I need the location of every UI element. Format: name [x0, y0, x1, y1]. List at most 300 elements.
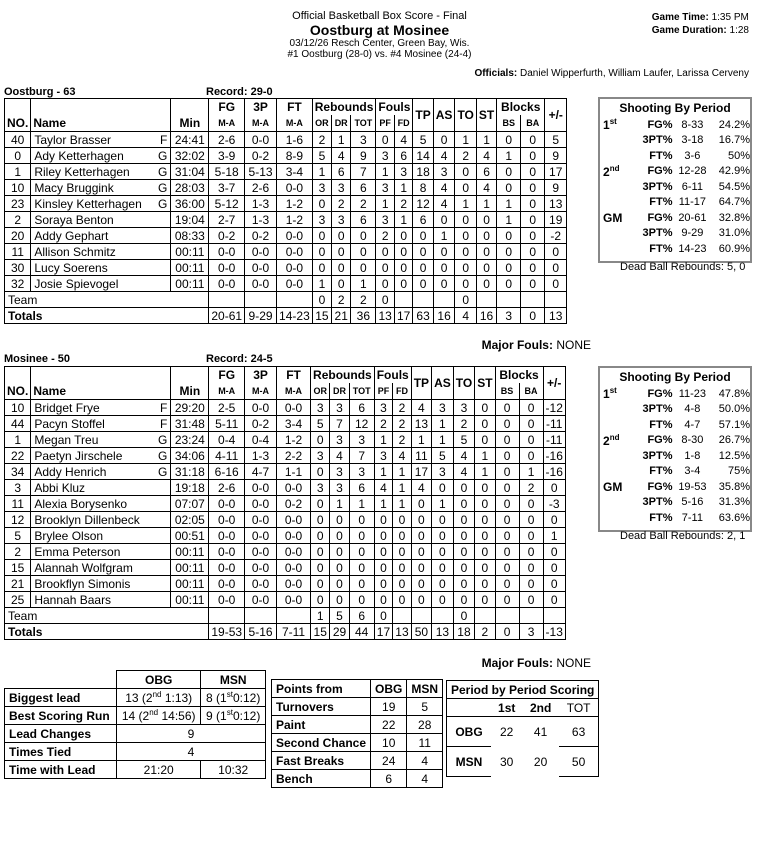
stat-cell: 0 [453, 576, 474, 592]
stat-cell: 0 [432, 528, 454, 544]
stat-cell: 2 [312, 132, 331, 148]
stat-cell: 0-0 [277, 228, 313, 244]
stat-cell: 1 [475, 464, 495, 480]
home-dead-ball-rebounds: Dead Ball Rebounds: 5, 0 [620, 261, 746, 273]
stat-cell: 31:04 [171, 164, 209, 180]
shooting-stat: 3PT% [642, 496, 673, 509]
period-cell: 50 [559, 747, 599, 777]
stat-cell: 19 [545, 212, 567, 228]
stat-cell: 0 [519, 592, 543, 608]
points-value: 4 [407, 752, 443, 770]
stat-cell: 0 [475, 576, 495, 592]
stat-cell: 29:20 [171, 400, 209, 416]
away-dead-ball-rebounds: Dead Ball Rebounds: 2, 1 [620, 530, 746, 542]
stat-cell: 0 [497, 260, 521, 276]
team-stat-cell: 0 [374, 608, 393, 624]
team-stat-cell: 0 [455, 292, 476, 308]
totals-cell: 3 [497, 308, 521, 324]
stat-cell: 0 [432, 480, 454, 496]
stat-cell: 2 [455, 148, 476, 164]
stat-cell: 3 [376, 148, 395, 164]
team-stat-cell: 5 [330, 608, 349, 624]
player-row [5, 528, 566, 544]
stat-cell: 0 [475, 512, 495, 528]
shooting-percentage: 50% [727, 149, 750, 162]
stat-cell: 3 [312, 212, 331, 228]
shooting-stat: 3PT% [642, 134, 673, 147]
stat-cell: 0 [519, 544, 543, 560]
stat-cell: 3 [351, 132, 376, 148]
stat-cell: 18 [413, 164, 433, 180]
column-header: M-A [277, 383, 311, 400]
period-cell: 20 [533, 754, 548, 769]
stat-cell: 0-0 [277, 576, 311, 592]
column-header [5, 367, 31, 384]
stat-cell: 3 [332, 212, 351, 228]
shooting-percentage: 35.8% [718, 480, 750, 493]
stat-cell: 0 [393, 560, 412, 576]
stat-cell: 13 [545, 196, 567, 212]
stat-cell: 0 [432, 512, 454, 528]
stat-cell: 3-4 [277, 416, 311, 432]
stat-cell: 0 [394, 244, 413, 260]
jersey-number: 22 [5, 448, 31, 464]
officials [474, 68, 749, 79]
totals-cell: -13 [543, 624, 565, 640]
totals-cell: 21 [332, 308, 351, 324]
stat-cell: 3 [376, 212, 395, 228]
totals-cell: 5-16 [245, 624, 277, 640]
stat-cell: 8-9 [277, 148, 313, 164]
stat-cell: 14 [413, 148, 433, 164]
player-name-text: Ady Ketterhagen [34, 148, 124, 163]
stat-cell: 0 [519, 576, 543, 592]
stat-cell: 0 [413, 228, 433, 244]
team-stat-cell [495, 608, 519, 624]
stat-cell: 0 [476, 276, 496, 292]
stat-cell: 2-6 [209, 132, 245, 148]
stat-cell: 19:18 [171, 480, 209, 496]
stat-cell: -11 [543, 432, 565, 448]
stat-cell: 0 [411, 528, 431, 544]
stat-cell: -12 [543, 400, 565, 416]
home-box-score-table [4, 98, 567, 324]
stat-cell: 5-18 [209, 164, 245, 180]
jersey-number: 20 [5, 228, 31, 244]
player-name-text: Macy Bruggink [34, 180, 114, 195]
home-major-fouls [482, 338, 591, 352]
stat-cell: 0 [330, 576, 349, 592]
team-stat-cell [543, 608, 565, 624]
stat-cell: 2 [351, 196, 376, 212]
stat-cell: 0-0 [209, 544, 245, 560]
shooting-percentage: 47.8% [718, 387, 750, 400]
player-name-text: Alexia Borysenko [34, 496, 128, 511]
team-stat-cell [394, 292, 413, 308]
shooting-percentage: 31.0% [718, 227, 750, 240]
shooting-row [600, 210, 750, 226]
stat-cell: 1 [374, 432, 393, 448]
stat-cell: 13 [411, 416, 431, 432]
stat-cell: 0 [543, 560, 565, 576]
totals-cell: 63 [413, 308, 433, 324]
stat-cell: 19:04 [171, 212, 209, 228]
shooting-row [600, 495, 750, 511]
stat-cell: 0 [543, 544, 565, 560]
stat-cell: 0 [495, 592, 519, 608]
player-position: G [158, 432, 168, 447]
shooting-made-attempted: 3-18 [681, 134, 704, 147]
stat-cell: 0 [376, 276, 395, 292]
shooting-made-attempted: 12-28 [678, 165, 707, 178]
stat-cell: 0 [497, 180, 521, 196]
team-stat-cell [545, 292, 567, 308]
team-label: Team [5, 608, 209, 624]
stat-cell: 0-0 [277, 244, 313, 260]
period-suffix: st [609, 117, 617, 127]
stat-cell: 0 [495, 480, 519, 496]
points-from-row [272, 698, 443, 716]
player-name-text: Hannah Baars [34, 592, 112, 607]
stat-cell: 0 [475, 432, 495, 448]
stat-cell: 1 [393, 464, 412, 480]
stat-cell: 0 [519, 448, 543, 464]
stat-cell: 1 [374, 464, 393, 480]
stat-cell: 0 [393, 528, 412, 544]
stat-cell: 0 [330, 544, 349, 560]
stat-cell: 0-2 [245, 228, 277, 244]
column-header: FD [393, 383, 412, 400]
stat-cell: 6 [349, 480, 374, 496]
stat-cell: 23:24 [171, 432, 209, 448]
stat-cell: 0-2 [245, 416, 277, 432]
stat-cell: 0 [332, 276, 351, 292]
stat-cell: 1-3 [245, 196, 277, 212]
column-header [171, 99, 209, 116]
player-name [31, 148, 171, 164]
stat-cell: 1 [351, 276, 376, 292]
stat-cell: 0 [521, 148, 545, 164]
jersey-number: 3 [5, 480, 31, 496]
game-stats-table [4, 670, 266, 779]
stat-cell: 11 [411, 448, 431, 464]
stat-cell: 2 [374, 416, 393, 432]
shooting-stat: 3PT% [642, 449, 673, 462]
player-name [31, 576, 171, 592]
stat-cell: 0 [475, 592, 495, 608]
player-name [31, 496, 171, 512]
stat-cell: 5-12 [209, 196, 245, 212]
stat-cell: 7 [330, 416, 349, 432]
jersey-number: 44 [5, 416, 31, 432]
points-from-row [272, 716, 443, 734]
stat-cell: 2 [332, 196, 351, 212]
column-header: Name [31, 383, 171, 400]
points-from-row [272, 770, 443, 788]
stat-cell: 00:11 [171, 260, 209, 276]
player-row [5, 480, 566, 496]
stat-cell: 5 [312, 148, 331, 164]
period-suffix: st [609, 386, 617, 396]
shooting-made-attempted: 8-30 [681, 434, 704, 447]
team-stat-cell [519, 608, 543, 624]
stat-cell: 0 [374, 544, 393, 560]
totals-row [5, 308, 567, 324]
period-num: 1 [603, 387, 610, 402]
player-name [31, 560, 171, 576]
player-name [31, 132, 171, 148]
stat-cell: 0 [495, 448, 519, 464]
column-header: Blocks [497, 99, 545, 116]
stat-cell: 1 [376, 164, 395, 180]
shooting-made-attempted: 8-33 [681, 118, 704, 131]
stat-cell: 12 [413, 196, 433, 212]
stat-cell: -16 [543, 448, 565, 464]
team-stat-cell [413, 292, 433, 308]
header-row [5, 367, 566, 384]
stat-cell: 00:11 [171, 592, 209, 608]
stat-cell: 5-11 [209, 416, 245, 432]
column-header: Min [171, 115, 209, 132]
away-shooting-by-period [598, 366, 752, 532]
shooting-percentage: 24.2% [718, 118, 750, 131]
stat-cell: 0 [453, 480, 474, 496]
stat-cell: 1 [455, 196, 476, 212]
team-stat-cell [245, 292, 277, 308]
totals-cell: 17 [394, 308, 413, 324]
points-from-header [272, 680, 443, 698]
stat-cell: 2-6 [209, 480, 245, 496]
stat-cell: 4 [433, 148, 455, 164]
stat-cell: 1 [476, 196, 496, 212]
player-position: G [158, 196, 168, 211]
points-from-row [272, 752, 443, 770]
column-header: AS [433, 99, 455, 132]
stat-cell: 0 [411, 544, 431, 560]
stat-cell: 0-0 [245, 544, 277, 560]
player-name [31, 180, 171, 196]
totals-label: Totals [5, 308, 209, 324]
shooting-row [600, 433, 750, 449]
team-stat-cell: 2 [351, 292, 376, 308]
jersey-number: 2 [5, 544, 31, 560]
jersey-number: 15 [5, 560, 31, 576]
player-row [5, 228, 567, 244]
stat-cell: 0 [476, 212, 496, 228]
stat-cell: 0 [393, 512, 412, 528]
shooting-made-attempted: 3-6 [684, 149, 701, 162]
jersey-number: 23 [5, 196, 31, 212]
stat-cell: 0-0 [277, 260, 313, 276]
column-header: M-A [245, 115, 277, 132]
column-header: TO [455, 99, 476, 132]
stat-cell: 2 [519, 480, 543, 496]
lead-changes-value: 9 [117, 725, 266, 743]
stat-cell: 4 [374, 480, 393, 496]
column-header: Fouls [374, 367, 411, 384]
player-row [5, 164, 567, 180]
player-name [31, 464, 171, 480]
totals-cell: 17 [374, 624, 393, 640]
stat-cell: 0 [311, 496, 330, 512]
team-stat-cell [433, 292, 455, 308]
shooting-percentage: 54.5% [718, 180, 750, 193]
player-position: G [158, 148, 168, 163]
major-fouls-label: Major Fouls: [481, 338, 553, 352]
stat-cell: 0 [376, 132, 395, 148]
stat-cell: 0-0 [209, 592, 245, 608]
stat-cell: 07:07 [171, 496, 209, 512]
period-cell: 41 [533, 724, 548, 739]
shooting-period [600, 386, 637, 401]
column-header: TO [453, 367, 474, 400]
shooting-period [600, 164, 637, 179]
stat-cell: 4 [453, 464, 474, 480]
stat-cell: 0-0 [277, 276, 313, 292]
player-row [5, 196, 567, 212]
stat-cell: 8 [413, 180, 433, 196]
team-stat-cell: 6 [349, 608, 374, 624]
stat-cell: 0 [394, 228, 413, 244]
shooting-stat: FT% [649, 196, 673, 209]
stat-cell: 0 [521, 180, 545, 196]
stat-cell: 1 [349, 496, 374, 512]
player-row [5, 560, 566, 576]
column-header: DR [332, 115, 351, 132]
stat-cell: 0 [495, 528, 519, 544]
stat-cell: 0 [311, 560, 330, 576]
stat-cell: 0-0 [209, 244, 245, 260]
period-num: 1 [603, 118, 610, 133]
column-header: OR [312, 115, 331, 132]
shooting-row [600, 479, 750, 495]
stat-cell: 3 [374, 448, 393, 464]
stat-cell: 0 [311, 464, 330, 480]
player-name [31, 212, 171, 228]
stat-cell: 0 [495, 400, 519, 416]
stat-cell: 00:11 [171, 560, 209, 576]
column-header: Rebounds [312, 99, 376, 116]
column-header: BA [519, 383, 543, 400]
shooting-row [600, 402, 750, 418]
team-row [5, 292, 567, 308]
stat-cell: 5 [432, 448, 454, 464]
column-header: BS [497, 115, 521, 132]
shooting-percentage: 31.3% [718, 496, 750, 509]
stat-cell: 0 [455, 164, 476, 180]
stat-cell: 0 [311, 528, 330, 544]
shooting-percentage: 75% [727, 465, 750, 478]
stat-cell: 1 [519, 464, 543, 480]
stat-cell: 0-0 [277, 512, 311, 528]
jersey-number: 1 [5, 432, 31, 448]
shooting-row [600, 386, 750, 402]
stat-cell: 0 [519, 432, 543, 448]
stat-cell: 6 [413, 212, 433, 228]
stat-cell: 4 [433, 180, 455, 196]
stat-cell: 0 [521, 164, 545, 180]
stat-cell: 0 [543, 512, 565, 528]
stat-cell: 34:06 [171, 448, 209, 464]
stat-cell: 31:48 [171, 416, 209, 432]
jersey-number: 0 [5, 148, 31, 164]
stat-cell: 0-0 [245, 592, 277, 608]
stat-cell: 4 [433, 196, 455, 212]
stat-cell: 0 [351, 244, 376, 260]
stat-cell: 0-0 [277, 400, 311, 416]
points-from-row [272, 734, 443, 752]
game-time-block [652, 11, 749, 37]
stat-cell: 3 [312, 180, 331, 196]
totals-cell: 9-29 [245, 308, 277, 324]
shooting-percentage: 16.7% [718, 134, 750, 147]
shooting-row [600, 417, 750, 433]
column-header: Min [171, 383, 209, 400]
player-name [31, 276, 171, 292]
period-head-2nd: 2nd [522, 699, 558, 717]
player-position: G [158, 180, 168, 195]
shooting-made-attempted: 20-61 [678, 211, 707, 224]
player-name-text: Brooklyn Dillenbeck [34, 512, 140, 527]
player-row [5, 212, 567, 228]
period-cell: 63 [559, 717, 599, 747]
biggest-lead-label: Biggest lead [5, 689, 117, 707]
stat-cell: 0 [521, 260, 545, 276]
home-shooting-by-period [598, 97, 752, 263]
stat-cell: 1-2 [277, 432, 311, 448]
stat-cell: 1 [393, 480, 412, 496]
jersey-number: 32 [5, 276, 31, 292]
column-header: M-A [245, 383, 277, 400]
stat-cell: 0 [349, 560, 374, 576]
stat-cell: 0 [411, 496, 431, 512]
points-from-table [271, 679, 443, 788]
stat-cell: 0-0 [245, 400, 277, 416]
stat-cell: 31:18 [171, 464, 209, 480]
team-row [5, 608, 566, 624]
period-scoring-table [446, 680, 599, 777]
stat-cell: 0 [330, 512, 349, 528]
stat-cell: 0 [312, 260, 331, 276]
stat-cell: 1 [475, 448, 495, 464]
points-value: 11 [407, 734, 443, 752]
player-row [5, 496, 566, 512]
stat-cell: 0 [497, 164, 521, 180]
period-row-team: MSN [447, 747, 491, 777]
stat-cell: 0 [521, 276, 545, 292]
stat-cell: 0 [475, 496, 495, 512]
shooting-made-attempted: 1-8 [684, 449, 701, 462]
stat-cell: 0 [543, 576, 565, 592]
stat-cell: 2 [394, 196, 413, 212]
stat-cell: 0 [495, 496, 519, 512]
totals-cell: 13 [545, 308, 567, 324]
shooting-row [600, 117, 750, 133]
stat-cell: 0 [497, 228, 521, 244]
stat-cell: 0-2 [277, 496, 311, 512]
stat-cell: 0 [495, 560, 519, 576]
column-header: FD [394, 115, 413, 132]
shooting-percentage: 60.9% [718, 242, 750, 255]
stat-cell: 0 [312, 196, 331, 212]
shooting-stat: FT% [649, 149, 673, 162]
stat-cell: 6 [476, 164, 496, 180]
player-row [5, 512, 566, 528]
shooting-title: Shooting By Period [619, 370, 731, 384]
stat-cell: 0-0 [245, 576, 277, 592]
stat-cell: 3 [376, 180, 395, 196]
team-stat-cell [497, 292, 521, 308]
